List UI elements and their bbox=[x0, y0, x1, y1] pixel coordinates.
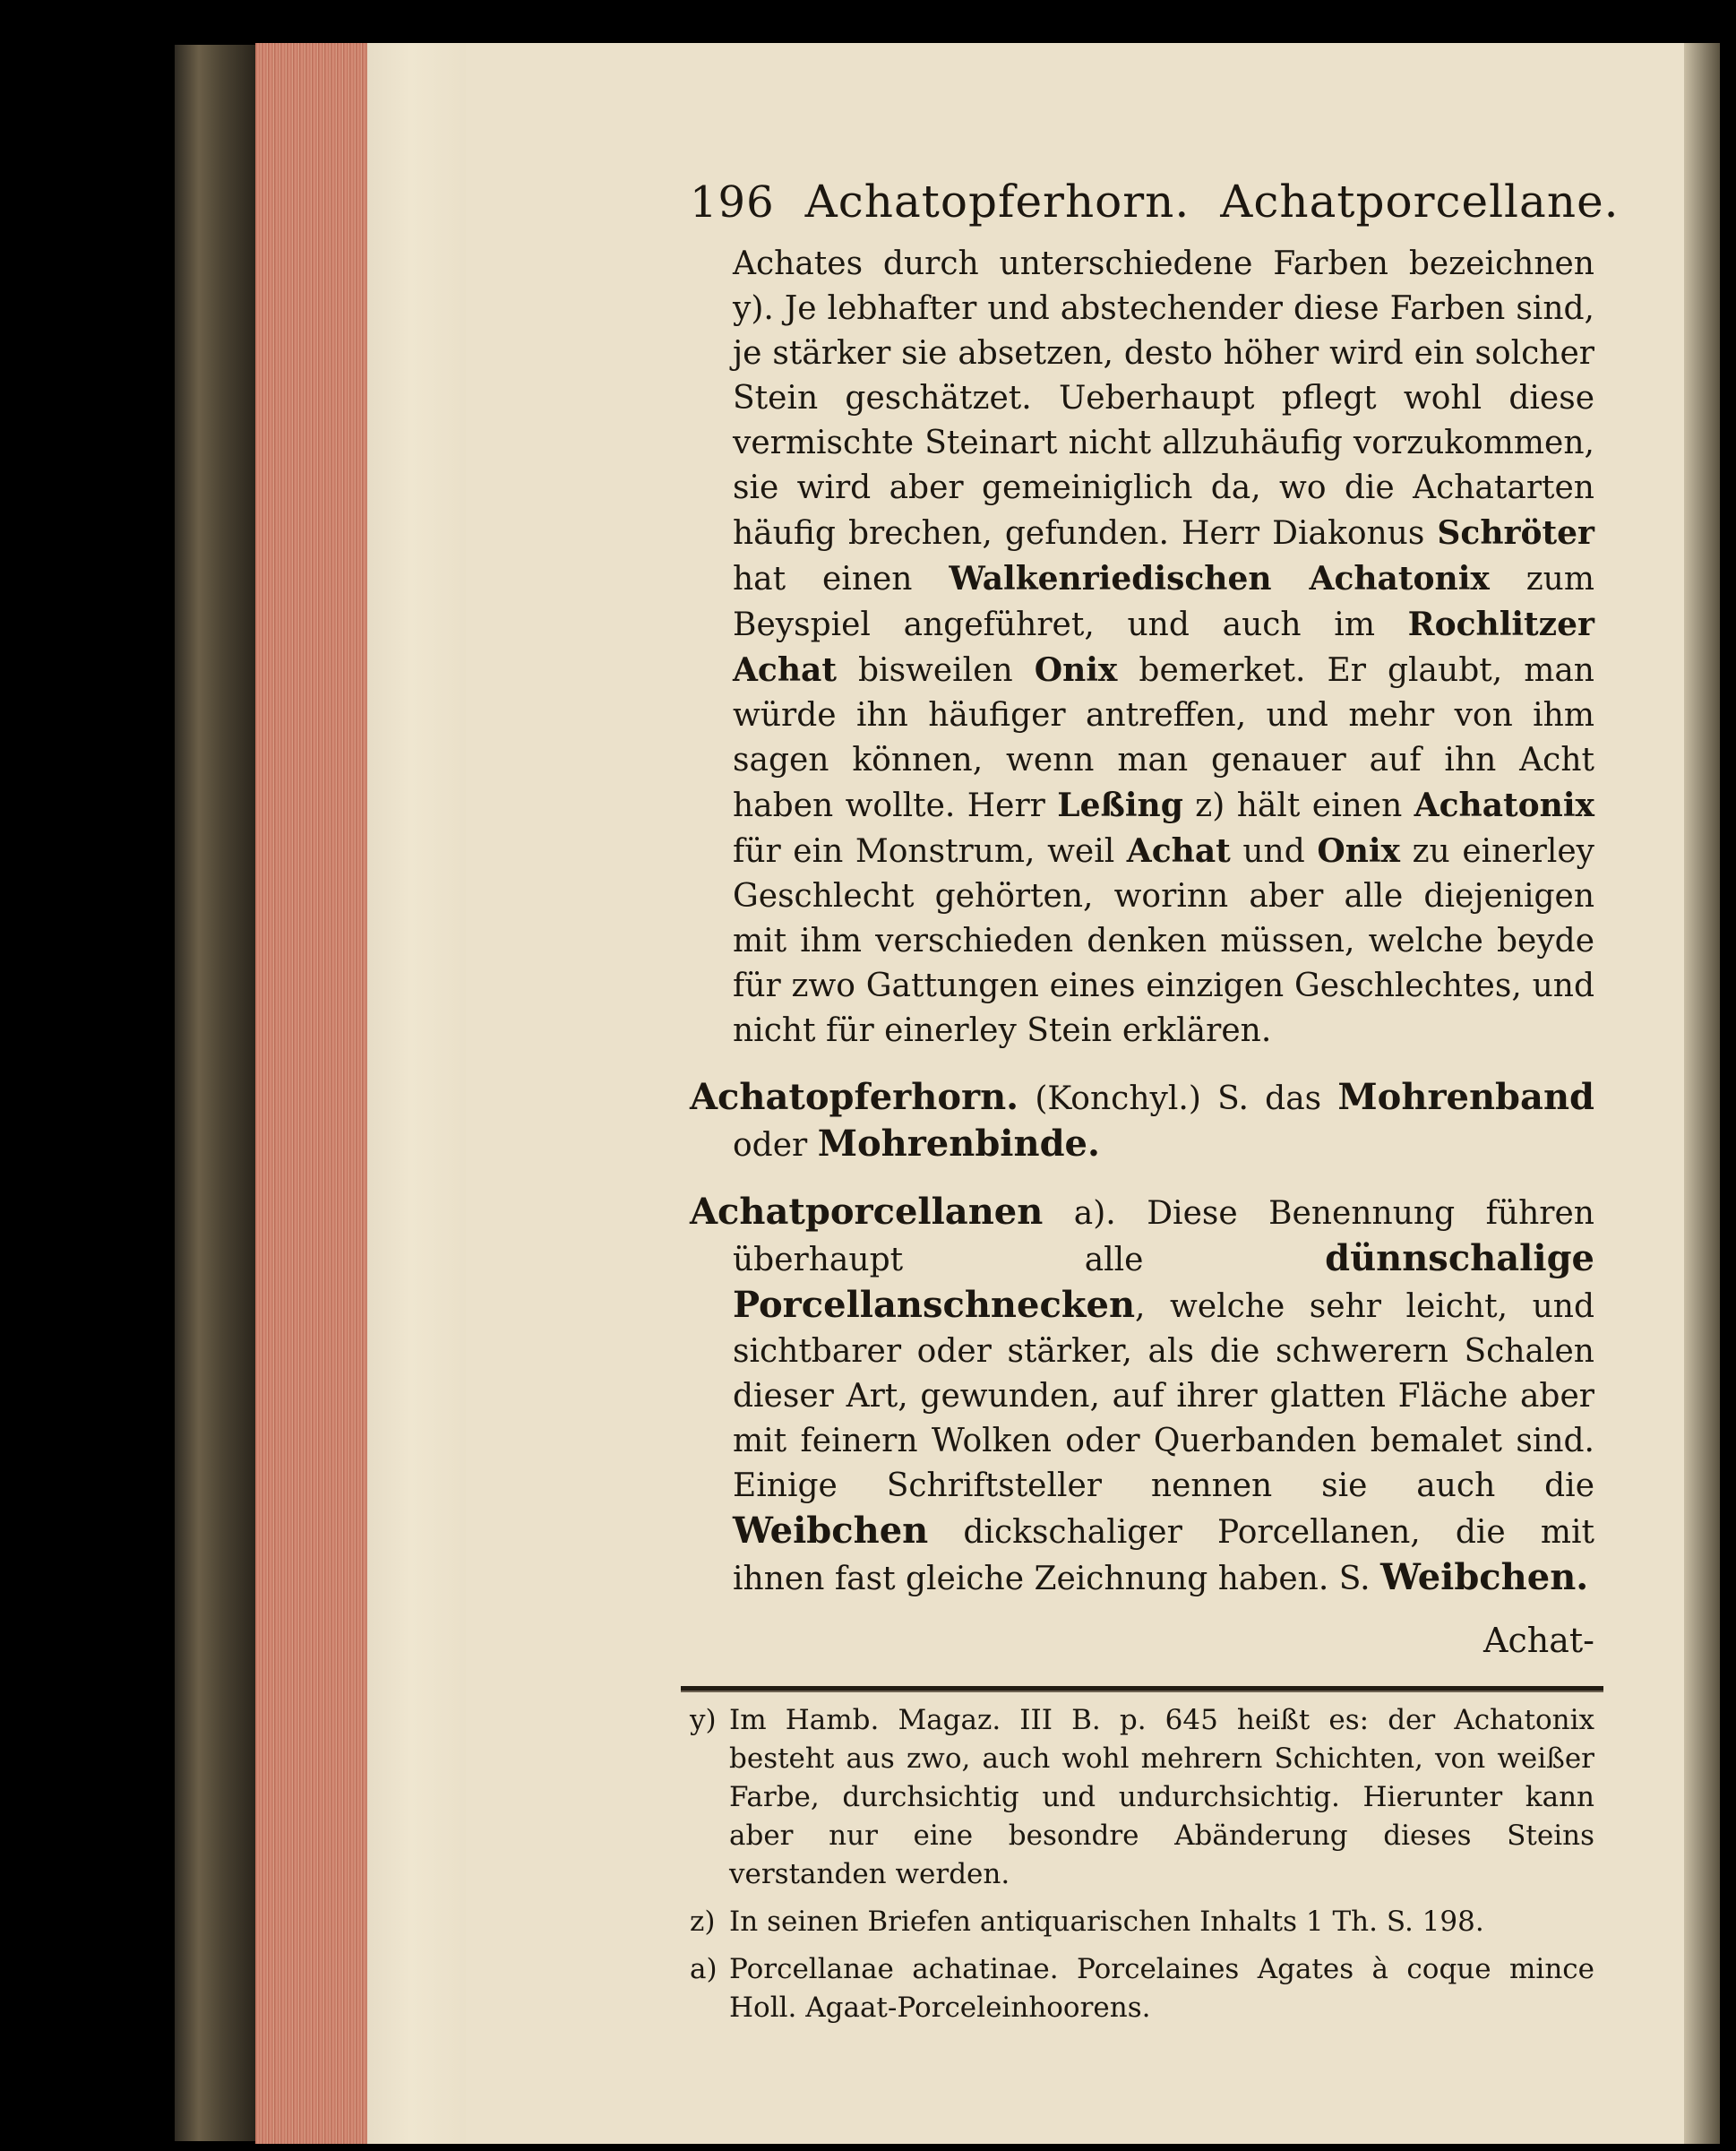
emphasis-name: Walkenriedischen Achatonix bbox=[949, 560, 1490, 598]
text-run: bisweilen bbox=[836, 652, 1035, 689]
emphasis-term: Weibchen bbox=[733, 1510, 929, 1552]
footnote-rule bbox=[681, 1686, 1603, 1692]
footnotes bbox=[690, 1701, 1594, 2027]
text-run: Achates durch unterschiedene Farben bezeichnen y). Je lebhafter und abstechender diese Farben sind, je stärker sie absetzen, desto höher wird ein solcher Stein geschätzet. Ueberhaupt pflegt wohl diese vermischte Steinart nicht allzuhäufig vorzukommen, sie wird aber gemeiniglich da, wo die Achatarten häufig brechen, gefunden. Herr Diakonus bbox=[733, 245, 1594, 552]
page-edges bbox=[255, 43, 367, 2144]
text-run: z) hält einen bbox=[1182, 787, 1414, 824]
dictionary-entry-achatporcellanen bbox=[690, 1190, 1594, 1602]
footnote-text: Im Hamb. Magaz. III B. p. 645 heißt es: der Achatonix besteht aus zwo, auch wohl mehrern Schichten, von weißer Farbe, durchsichtig und undurchsichtig. Hierunter kann aber nur eine besondre Abänderung dieses Steins verstanden werden. bbox=[729, 1704, 1594, 1890]
text-run: zum Beyspiel angeführet, und auch im bbox=[733, 561, 1595, 643]
footnote-mark: y) bbox=[690, 1704, 717, 1736]
page-text bbox=[690, 175, 1620, 2027]
footnote-text: Porcellanae achatinae. Porcelaines Agates à coque mince Holl. Agaat-Porceleinhoorens. bbox=[729, 1953, 1594, 2024]
text-run: bemerket. Er glaubt, man würde ihn häufiger antreffen, und mehr von ihm sagen können, wenn man genauer auf ihn Acht haben wollte. Herr bbox=[733, 652, 1594, 824]
text-run: zu einerley Geschlecht gehörten, worinn aber alle diejenigen mit ihm verschieden denken müssen, welche beyde für zwo Gattungen eines einzigen Geschlechtes, und nicht für einerley Stein erklären. bbox=[733, 833, 1594, 1049]
text-run: hat einen bbox=[733, 561, 950, 598]
emphasis-name: Schröter bbox=[1437, 514, 1594, 552]
running-header bbox=[690, 175, 1620, 229]
page-margin-left bbox=[367, 43, 475, 2144]
text-run: und bbox=[1230, 833, 1318, 870]
footnote-z bbox=[690, 1903, 1594, 1941]
footnote-text: In seinen Briefen antiquarischen Inhalts 1 Th. S. 198. bbox=[729, 1906, 1484, 1938]
footnote-mark: z) bbox=[690, 1906, 716, 1938]
text-run: a). Diese Benennung führen überhaupt alle bbox=[733, 1195, 1594, 1278]
text-run: dickschaliger Porcellanen, die mit ihnen fast gleiche Zeichnung haben. S. bbox=[733, 1514, 1594, 1597]
header-left-title: Achatopferhorn. bbox=[804, 176, 1190, 228]
emphasis-name: Onix bbox=[1034, 651, 1118, 689]
book-spine bbox=[175, 45, 255, 2141]
page-number: 196 bbox=[690, 177, 775, 228]
footnote-a bbox=[690, 1950, 1594, 2027]
entry-lemma: Achatporcellanen bbox=[690, 1191, 1044, 1233]
continuation-paragraph bbox=[690, 242, 1594, 1054]
text-run: , welche sehr leicht, und sichtbarer oder stärker, als die schwerern Schalen dieser Art, gewunden, auf ihrer glatten Fläche aber mit feinern Wolken oder Querbanden bemalet sind. Einige Schriftsteller nennen sie auch die bbox=[733, 1288, 1594, 1504]
cross-reference: Weibchen. bbox=[1380, 1556, 1589, 1598]
entry-lemma: Achatopferhorn. bbox=[690, 1076, 1019, 1118]
emphasis-name: Rochlitzer Achat bbox=[733, 606, 1594, 689]
facing-page-edge bbox=[1684, 43, 1720, 2144]
cross-reference: Mohrenbinde. bbox=[817, 1123, 1100, 1165]
emphasis-name: Achatonix bbox=[1414, 787, 1594, 824]
catchword: Achat- bbox=[1483, 1621, 1594, 1660]
footnote-y bbox=[690, 1701, 1594, 1894]
header-right-title: Achatporcellane. bbox=[1220, 176, 1620, 228]
emphasis-name: Leßing bbox=[1057, 787, 1183, 824]
footnote-mark: a) bbox=[690, 1953, 718, 1985]
dictionary-entry-achatopferhorn bbox=[690, 1075, 1594, 1168]
text-run: (Konchyl.) S. das bbox=[1018, 1080, 1338, 1117]
cross-reference: Mohrenband bbox=[1337, 1076, 1594, 1118]
emphasis-name: Achat bbox=[1126, 832, 1231, 870]
text-run: oder bbox=[733, 1127, 818, 1164]
text-run: für ein Monstrum, weil bbox=[733, 833, 1127, 870]
emphasis-term: dünnschalige Porcellanschnecken bbox=[733, 1237, 1594, 1326]
emphasis-name: Onix bbox=[1317, 832, 1401, 870]
